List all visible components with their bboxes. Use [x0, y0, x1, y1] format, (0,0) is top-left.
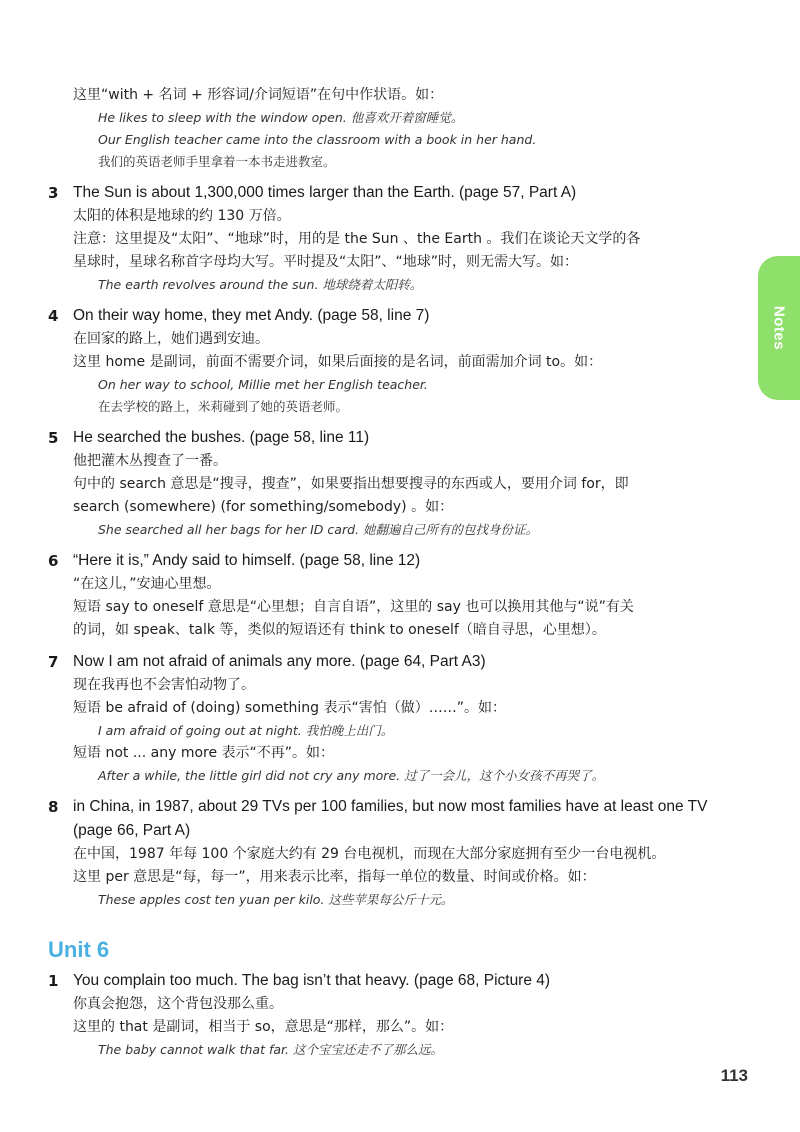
- note-item-7: [48, 650, 738, 787]
- item-sentence: “Here it is,” Andy said to himself. (page 58, line 12): [73, 552, 421, 569]
- item-sentence: The Sun is about 1,300,000 times larger than the Earth. (page 57, Part A): [73, 184, 577, 201]
- item-note: 短语 not ... any more 表示“不再”。如：: [73, 745, 335, 761]
- intro-section: [48, 84, 738, 173]
- item-sentence: You complain too much. The bag isn’t that heavy. (page 68, Picture 4): [73, 972, 551, 989]
- item-note: 注意：这里提及“太阳”、“地球”时，用的是 the Sun 、the Earth 。我们在谈论天文学的各: [73, 231, 641, 247]
- note-item-8: [48, 795, 738, 911]
- example-line: Our English teacher came into the classroom with a book in her hand.: [98, 132, 537, 147]
- item-number: 4: [48, 307, 59, 325]
- item-note: 星球时，星球名称首字母均大写。平时提及“太阳”、“地球”时，则无需大写。如：: [73, 254, 579, 270]
- note-item-6: [48, 549, 738, 642]
- item-note: 的词，如 speak、talk 等，类似的短语还有 think to oneself（暗自寻思，心里想）。: [73, 622, 606, 638]
- notes-tab-label: Notes: [770, 305, 788, 351]
- item-translation: “在这儿，”安迪心里想。: [73, 576, 221, 592]
- item-translation: 你真会抱怨，这个背包没那么重。: [73, 996, 283, 1012]
- example-line: 我们的英语老师手里拿着一本书走进教室。: [98, 154, 336, 169]
- note-item-3: [48, 181, 738, 296]
- example-line: After a while, the little girl did not cry any more. 过了一会儿，这个小女孩不再哭了。: [98, 768, 605, 783]
- item-sentence: in China, in 1987, about 29 TVs per 100 families, but now most families have at least one TV (page 66, Part A): [73, 798, 708, 839]
- example-line: He likes to sleep with the window open. 他喜欢开着窗睡觉。: [98, 110, 464, 125]
- notes-side-tab: [758, 256, 800, 400]
- item-translation: 在中国，1987 年每 100 个家庭大约有 29 台电视机，而现在大部分家庭拥有至少一台电视机。: [73, 846, 666, 862]
- notes-content: [48, 84, 738, 1061]
- example-line: The earth revolves around the sun. 地球绕着太阳转。: [98, 277, 423, 292]
- item-number: 1: [48, 972, 59, 990]
- item-number: 3: [48, 184, 59, 202]
- item-translation: 他把灌木丛搜查了一番。: [73, 453, 227, 469]
- item-number: 5: [48, 429, 59, 447]
- item-note: 短语 say to oneself 意思是“心里想；自言自语”，这里的 say 也可以换用其他与“说”有关: [73, 599, 634, 615]
- item-sentence: On their way home, they met Andy. (page 58, line 7): [73, 307, 430, 324]
- item-note: 这里的 that 是副词，相当于 so，意思是“那样，那么”。如：: [73, 1019, 454, 1035]
- unit6-note-item-1: [48, 969, 738, 1061]
- example-line: She searched all her bags for her ID card. 她翻遍自己所有的包找身份证。: [98, 522, 538, 537]
- page-number: 113: [720, 1066, 748, 1085]
- item-note: search (somewhere) (for something/somebody) 。如：: [73, 499, 454, 515]
- item-translation: 太阳的体积是地球的约 130 万倍。: [73, 208, 291, 224]
- intro-text: 这里“with + 名词 + 形容词/介词短语”在句中作状语。如：: [73, 87, 444, 103]
- example-line: 在去学校的路上，米莉碰到了她的英语老师。: [98, 399, 349, 414]
- item-number: 6: [48, 552, 59, 570]
- example-line: The baby cannot walk that far. 这个宝宝还走不了那么远。: [98, 1042, 443, 1057]
- item-note: 这里 per 意思是“每，每一”，用来表示比率，指每一单位的数量、时间或价格。如：: [73, 869, 596, 885]
- item-number: 8: [48, 798, 59, 816]
- note-item-5: [48, 426, 738, 541]
- item-sentence: Now I am not afraid of animals any more. (page 64, Part A3): [73, 653, 486, 670]
- item-number: 7: [48, 653, 59, 671]
- example-line: These apples cost ten yuan per kilo. 这些苹果每公斤十元。: [98, 892, 454, 907]
- example-line: I am afraid of going out at night. 我怕晚上出门。: [98, 723, 394, 738]
- note-item-4: [48, 304, 738, 418]
- item-translation: 在回家的路上，她们遇到安迪。: [73, 331, 269, 347]
- unit-heading: Unit 6: [48, 937, 110, 962]
- item-note: 句中的 search 意思是“搜寻，搜查”，如果要指出想要搜寻的东西或人，要用介词 for，即: [73, 476, 629, 492]
- item-note: 这里 home 是副词，前面不需要介词，如果后面接的是名词，前面需加介词 to。如：: [73, 354, 603, 370]
- item-note: 短语 be afraid of (doing) something 表示“害怕（做）……”。如：: [73, 700, 506, 716]
- item-sentence: He searched the bushes. (page 58, line 11): [73, 429, 370, 446]
- example-line: On her way to school, Millie met her English teacher.: [98, 377, 428, 392]
- item-translation: 现在我再也不会害怕动物了。: [73, 677, 255, 693]
